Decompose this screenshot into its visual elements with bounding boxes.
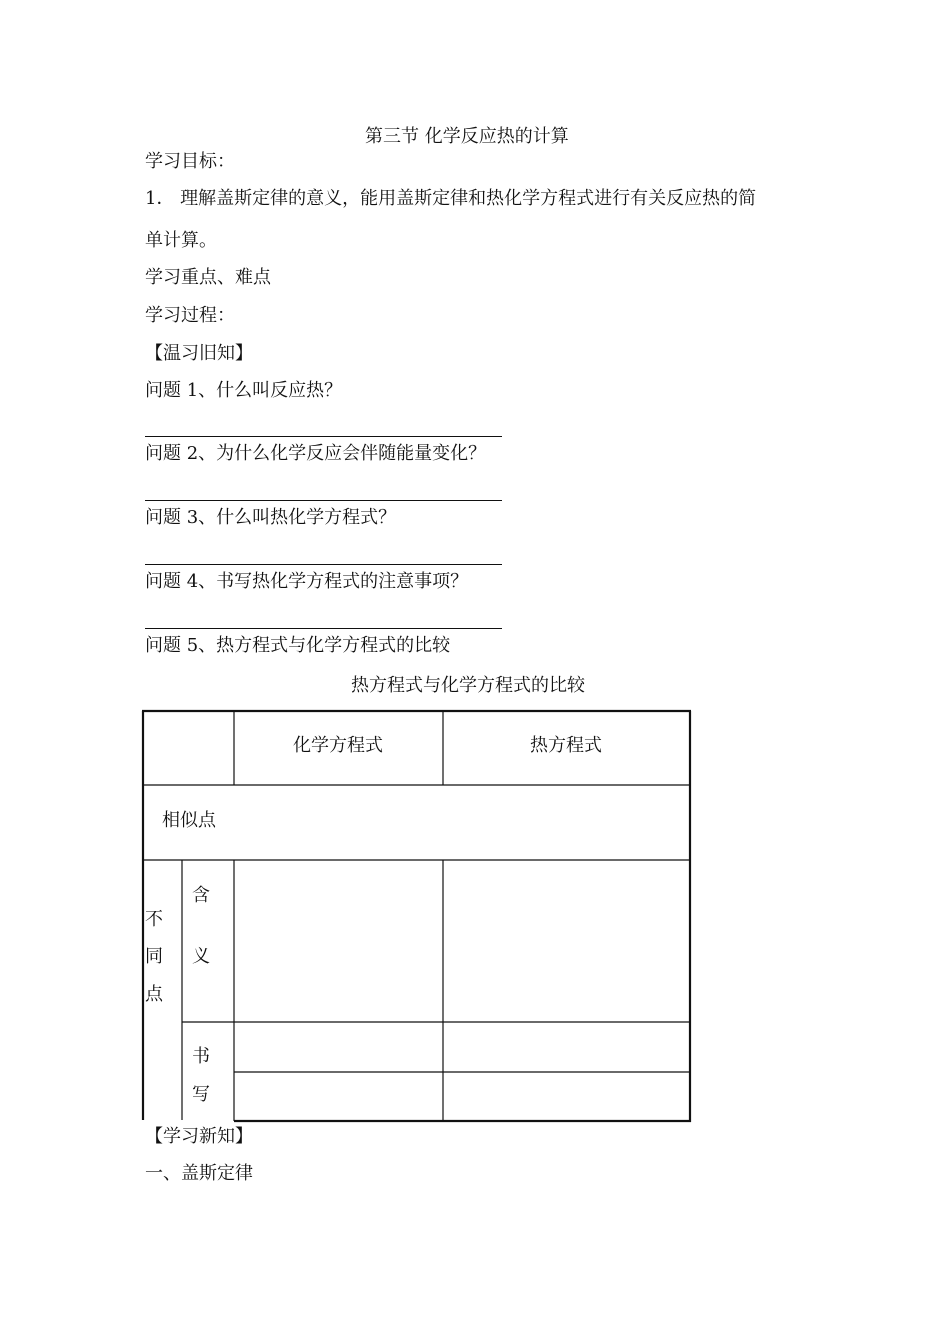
- process-heading: 学习过程：: [145, 305, 235, 326]
- question-2: 问题 2、为什么化学反应会伴随能量变化？: [145, 443, 487, 464]
- header-thermochemical-equation: 热方程式: [530, 735, 602, 756]
- row-writing-char: 写: [192, 1084, 210, 1105]
- row-similarities: 相似点: [162, 810, 216, 831]
- goals-heading: 学习目标：: [145, 151, 235, 172]
- row-writing-char: 书: [192, 1046, 210, 1067]
- goal-1-line-2: 单计算。: [145, 230, 217, 251]
- question-4: 问题 4、书写热化学方程式的注意事项？: [145, 571, 469, 592]
- row-meaning-char: 含: [192, 885, 210, 906]
- table-caption: 热方程式与化学方程式的比较: [351, 675, 585, 696]
- row-differences-char: 不: [145, 909, 163, 930]
- question-1: 问题 1、什么叫反应热？: [145, 380, 343, 401]
- new-knowledge-heading: 【学习新知】: [145, 1126, 253, 1147]
- review-heading: 【温习旧知】: [145, 343, 253, 364]
- row-meaning-char: 义: [192, 946, 210, 967]
- question-3: 问题 3、什么叫热化学方程式？: [145, 507, 397, 528]
- question-5: 问题 5、热方程式与化学方程式的比较: [145, 635, 451, 656]
- section-hess-law: 一、盖斯定律: [145, 1163, 253, 1184]
- row-differences-char: 点: [145, 984, 163, 1005]
- goal-1-line-1: 1． 理解盖斯定律的意义，能用盖斯定律和热化学方程式进行有关反应热的简: [145, 188, 757, 209]
- page-title: 第三节 化学反应热的计算: [365, 126, 569, 147]
- row-differences-char: 同: [145, 946, 163, 967]
- key-points-heading: 学习重点、难点: [145, 267, 271, 288]
- header-chemical-equation: 化学方程式: [293, 735, 383, 756]
